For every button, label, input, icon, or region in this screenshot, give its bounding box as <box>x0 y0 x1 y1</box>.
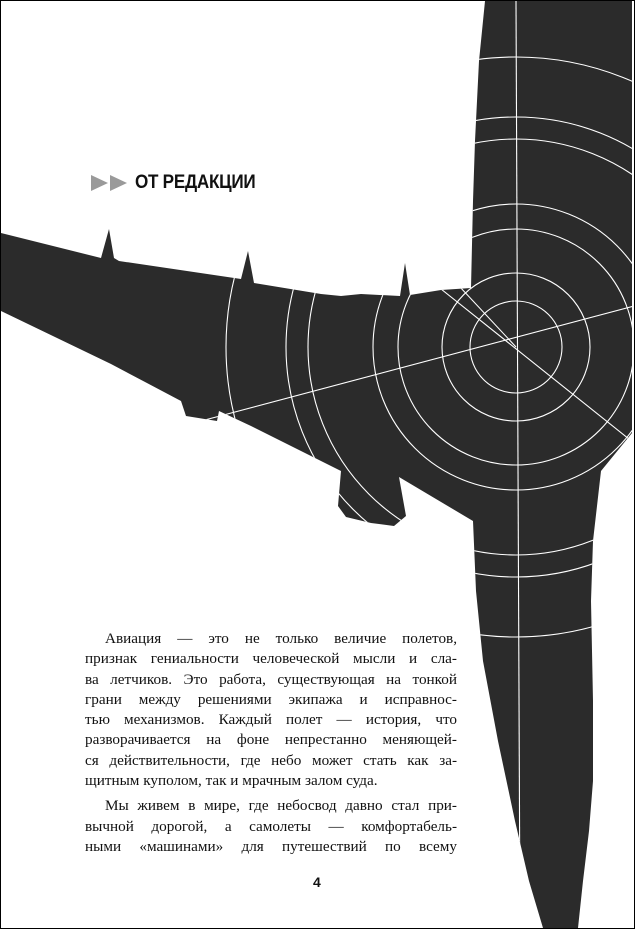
article-body <box>85 629 457 857</box>
paragraph <box>85 629 457 791</box>
text-line: ва летчиков. Это работа, существующая на тонкой <box>85 670 457 688</box>
text-line: тью механизмов. Каждый полет — история, что <box>85 711 457 729</box>
text-line: вычной дорогой, а самолеты — комфортабель- <box>85 817 457 835</box>
text-line: грани между решениями экипажа и исправнос- <box>85 690 457 708</box>
text-line: признак гениальности человеческой мысли и сла- <box>85 650 457 668</box>
text-line: ными «машинами» для путешествий по всему <box>85 837 457 855</box>
page-number: 4 <box>313 874 321 890</box>
text-line: разворачивается на фоне непрестанно меняющей- <box>85 731 457 749</box>
text-line: Мы живем в мире, где небосвод давно стал при- <box>105 797 457 815</box>
section-title: ОТ РЕДАКЦИИ <box>135 172 256 193</box>
text-line: щитным куполом, так и мрачным залом суда. <box>85 772 378 790</box>
double-arrow-icon <box>91 173 131 193</box>
text-line: ся действительности, где небо может стать как за- <box>85 751 457 769</box>
text-line: Авиация — это не только величие полетов, <box>105 630 457 647</box>
section-heading <box>91 171 269 195</box>
paragraph <box>85 796 457 857</box>
